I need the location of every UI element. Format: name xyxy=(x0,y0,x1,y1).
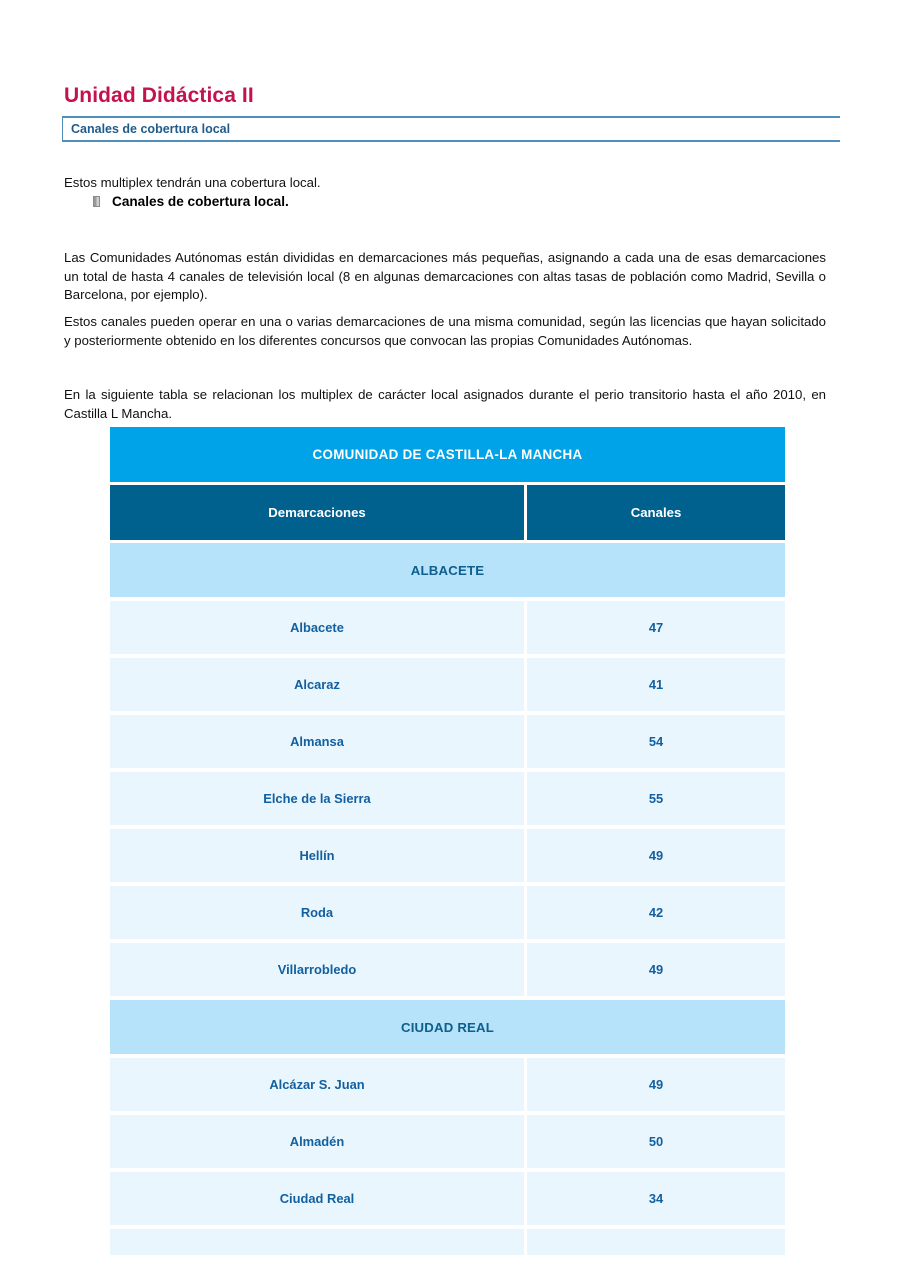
cell-demarcacion: Alcaraz xyxy=(110,658,527,715)
table-row xyxy=(110,1058,785,1115)
intro-paragraph: Estos multiplex tendrán una cobertura local. xyxy=(64,175,321,191)
cell-canal: 49 xyxy=(527,829,785,886)
province-label: ALBACETE xyxy=(110,543,785,601)
channels-table xyxy=(110,427,785,1259)
cell-canal: 54 xyxy=(527,715,785,772)
section-heading-band xyxy=(62,116,840,142)
column-header-demarcaciones: Demarcaciones xyxy=(110,485,527,543)
column-header-canales: Canales xyxy=(527,485,785,543)
table-row xyxy=(110,601,785,658)
province-label: CIUDAD REAL xyxy=(110,1000,785,1058)
cell-canal-clipped xyxy=(527,1229,785,1259)
cell-canal: 50 xyxy=(527,1115,785,1172)
table-row xyxy=(110,829,785,886)
cell-canal: 49 xyxy=(527,1058,785,1115)
table-row-clipped xyxy=(110,1229,785,1259)
table-row xyxy=(110,772,785,829)
table-row xyxy=(110,658,785,715)
cell-demarcacion: Ciudad Real xyxy=(110,1172,527,1229)
bullet-list-item xyxy=(93,194,289,209)
table-row xyxy=(110,943,785,1000)
body-paragraph-4: En la siguiente tabla se relacionan los multiplex de carácter local asignados durante el perio transitorio hasta el año 2010, en Castilla L Mancha. xyxy=(64,387,826,421)
cell-demarcacion: Albacete xyxy=(110,601,527,658)
province-group-header-ciudad-real xyxy=(110,1000,785,1058)
cell-canal: 42 xyxy=(527,886,785,943)
square-bullet-icon xyxy=(93,196,100,207)
cell-canal: 47 xyxy=(527,601,785,658)
cell-demarcacion-clipped xyxy=(110,1229,527,1259)
cell-demarcacion: Almadén xyxy=(110,1115,527,1172)
channels-table-body xyxy=(110,427,785,1259)
section-heading-label: Canales de cobertura local xyxy=(71,122,231,136)
bullet-item-label: Canales de cobertura local. xyxy=(112,194,289,209)
table-row xyxy=(110,1115,785,1172)
table-header-row xyxy=(110,485,785,543)
cell-canal: 55 xyxy=(527,772,785,829)
table-row xyxy=(110,886,785,943)
table-row xyxy=(110,1172,785,1229)
cell-demarcacion: Roda xyxy=(110,886,527,943)
table-caption-row xyxy=(110,427,785,485)
cell-canal: 34 xyxy=(527,1172,785,1229)
body-paragraph-3: Estos canales pueden operar en una o varias demarcaciones de una misma comunidad, según las licencias que hayan solicitado y posteriormente obtenido en los diferentes concursos que convocan las propias Comunidades Autónomas. xyxy=(64,314,826,348)
table-caption-cell: COMUNIDAD DE CASTILLA-LA MANCHA xyxy=(110,427,785,485)
page-title: Unidad Didáctica II xyxy=(64,84,254,108)
cell-demarcacion: Villarrobledo xyxy=(110,943,527,1000)
body-paragraph-2: Las Comunidades Autónomas están divididas en demarcaciones más pequeñas, asignando a cada una de esas demarcaciones un total de hasta 4 canales de televisión local (8 en algunas demarcaciones con altas tasas de población como Madrid, Sevilla o Barcelona, por ejemplo). xyxy=(64,250,826,303)
cell-canal: 49 xyxy=(527,943,785,1000)
cell-demarcacion: Hellín xyxy=(110,829,527,886)
table-row xyxy=(110,715,785,772)
cell-demarcacion: Alcázar S. Juan xyxy=(110,1058,527,1115)
cell-demarcacion: Almansa xyxy=(110,715,527,772)
province-group-header-albacete xyxy=(110,543,785,601)
cell-canal: 41 xyxy=(527,658,785,715)
cell-demarcacion: Elche de la Sierra xyxy=(110,772,527,829)
